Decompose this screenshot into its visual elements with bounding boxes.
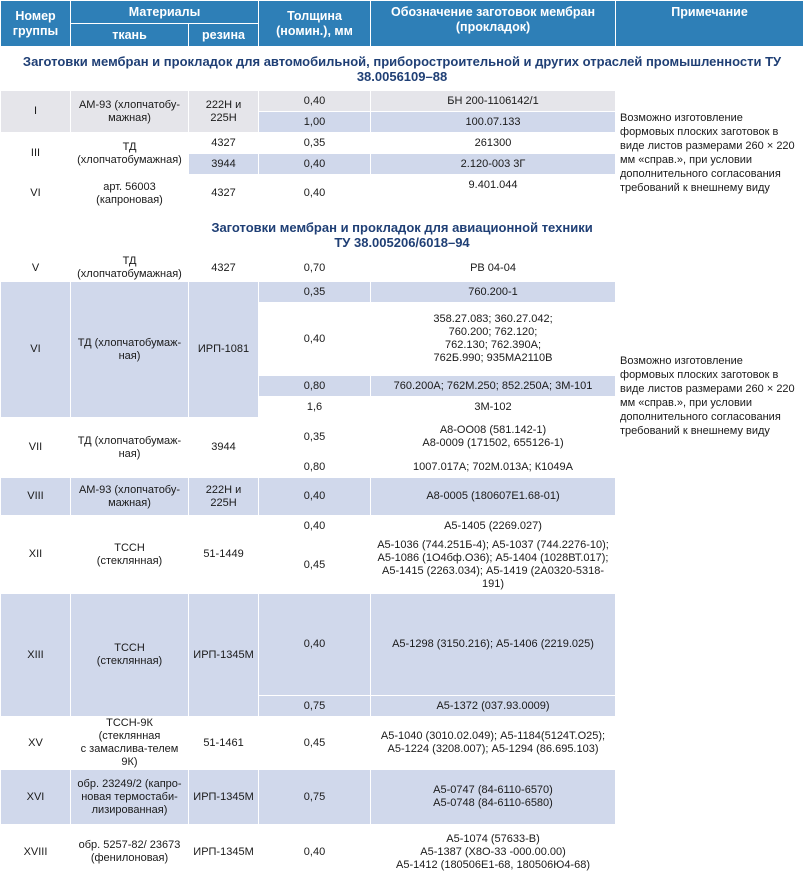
rubber-cell: ИРП-1081 — [189, 282, 259, 418]
fabric-cell: ТССН (стеклянная) — [71, 594, 189, 717]
header-designation: Обозначение заготовок мембран (прокладок) — [371, 1, 616, 47]
header-group-no: Номер группы — [1, 1, 71, 47]
fabric-cell: ТД (хлопчатобумаж- ная) — [71, 282, 189, 418]
fabric-cell: ТД (хлопчатобумажная) — [71, 133, 189, 175]
fabric-cell: обр. 5257-82/ 23673 (фенилоновая) — [71, 825, 189, 880]
thickness-cell: 0,75 — [259, 770, 371, 825]
group-number: III — [1, 133, 71, 175]
designation-cell: А5-1074 (57633-В) А5-1387 (Х8О-33 -000.00.00) А5-1412 (180506Е1-68, 180506Ю4-68) — [371, 825, 616, 880]
fabric-cell: ТССН-9К (стеклянная с замаслива-телем 9К) — [71, 717, 189, 770]
header-thickness: Толщина (номин.), мм — [259, 1, 371, 47]
designation-cell: 760.200-1 — [371, 282, 616, 303]
designation-cell: А5-1036 (744.251Б-4); А5-1037 (744.2276-10); А5-1086 (1О4бф.О36); А5-1404 (1028ВТ.017); А5-1415 (2263.034); А5-1419 (2А0320-5318-191) — [371, 537, 616, 594]
section-title-automotive: Заготовки мембран и прокладок для автомобильной, приборостроительной и других отраслей промышленности ТУ 38.0056109–88 — [1, 47, 803, 91]
designation-cell: 3М-102 — [371, 397, 616, 418]
designation-cell: А8-0005 (180607Е1.68-01) — [371, 478, 616, 516]
fabric-cell: АМ-93 (хлопчатобу- мажная) — [71, 91, 189, 133]
fabric-cell: ТССН (стеклянная) — [71, 516, 189, 594]
designation-cell: 1007.017А; 702М.013А; К1049А — [371, 457, 616, 478]
rubber-cell: ИРП-1345М — [189, 825, 259, 880]
group-number: V — [1, 255, 71, 282]
header-note: Примечание — [616, 1, 803, 47]
designation-cell: РВ 04-04 — [371, 255, 616, 282]
rubber-cell: 51-1449 — [189, 516, 259, 594]
designation-cell: БН 200-1106142/1 — [371, 91, 616, 112]
designation-cell: 760.200А; 762М.250; 852.250А; 3М-101 — [371, 376, 616, 397]
rubber-cell: 3944 — [189, 154, 259, 175]
group-number: VIII — [1, 478, 71, 516]
rubber-cell: 51-1461 — [189, 717, 259, 770]
thickness-cell: 0,35 — [259, 418, 371, 457]
rubber-cell: 4327 — [189, 133, 259, 154]
designation-cell: 261300 — [371, 133, 616, 154]
group-number: XII — [1, 516, 71, 594]
designation-cell: 9.401.044 — [371, 175, 616, 213]
designation-cell: А5-1372 (037.93.0009) — [371, 696, 616, 717]
fabric-cell: арт. 56003 (капроновая) — [71, 175, 189, 213]
thickness-cell: 0,40 — [259, 303, 371, 376]
group-number: VI — [1, 282, 71, 418]
header-rubber: резина — [189, 24, 259, 47]
note-cell: Возможно изготовление формовых плоских заготовок в виде листов размерами 260 × 220 мм «справ.», при условии дополнительного согласования требований к внешнему виду — [616, 91, 803, 215]
note-cell: Возможно изготовление формовых плоских заготовок в виде листов размерами 260 × 220 мм «справ.», при условии дополнительного согласования требований к внешнему виду — [616, 255, 803, 537]
rubber-cell: ИРП-1345М — [189, 770, 259, 825]
rubber-cell: 3944 — [189, 418, 259, 478]
designation-cell: А5-0747 (84-6110-6570) А5-0748 (84-6110-6580) — [371, 770, 616, 825]
group-number: VII — [1, 418, 71, 478]
group-number: I — [1, 91, 71, 133]
thickness-cell: 0,40 — [259, 594, 371, 696]
thickness-cell: 0,40 — [259, 154, 371, 175]
thickness-cell: 1,00 — [259, 112, 371, 133]
group-number: XVIII — [1, 825, 71, 880]
rubber-cell: 4327 — [189, 175, 259, 213]
header-fabric: ткань — [71, 24, 189, 47]
fabric-cell: ТД (хлопчатобумаж- ная) — [71, 418, 189, 478]
designation-cell: 358.27.083; 360.27.042; 760.200; 762.120; 762.130; 762.390А; 762Б.990; 935МА2110В — [371, 303, 616, 376]
designation-cell: А8-ОО08 (581.142-1) А8-0009 (171502, 655126-1) — [371, 418, 616, 457]
rubber-cell: 4327 — [189, 255, 259, 282]
fabric-cell: обр. 23249/2 (капро- новая термостаби- лизированная) — [71, 770, 189, 825]
group-number: XVI — [1, 770, 71, 825]
thickness-cell: 0,80 — [259, 376, 371, 397]
thickness-cell: 0,35 — [259, 133, 371, 154]
thickness-cell: 0,40 — [259, 478, 371, 516]
thickness-cell: 1,6 — [259, 397, 371, 418]
rubber-cell: 222Н и 225Н — [189, 478, 259, 516]
rubber-cell: ИРП-1345М — [189, 594, 259, 717]
thickness-cell: 0,40 — [259, 825, 371, 880]
group-number: VI — [1, 175, 71, 213]
thickness-cell: 0,70 — [259, 255, 371, 282]
designation-cell: А5-1405 (2269.027) — [371, 516, 616, 537]
thickness-cell: 0,45 — [259, 537, 371, 594]
thickness-cell: 0,35 — [259, 282, 371, 303]
group-number: XV — [1, 717, 71, 770]
thickness-cell: 0,75 — [259, 696, 371, 717]
thickness-cell: 0,80 — [259, 457, 371, 478]
section-title-aviation: Заготовки мембран и прокладок для авиационной техники ТУ 38.005206/6018–94 — [1, 215, 803, 255]
fabric-cell: ТД (хлопчатобумажная) — [71, 255, 189, 282]
thickness-cell: 0,45 — [259, 717, 371, 770]
fabric-cell: АМ-93 (хлопчатобу- мажная) — [71, 478, 189, 516]
thickness-cell: 0,40 — [259, 175, 371, 213]
group-number: XIII — [1, 594, 71, 717]
designation-cell: А5-1298 (3150.216); А5-1406 (2219.025) — [371, 594, 616, 696]
thickness-cell: 0,40 — [259, 91, 371, 112]
thickness-cell: 0,40 — [259, 516, 371, 537]
designation-cell: А5-1040 (3010.02.049); А5-1184(5124Т.О25); А5-1224 (3208.007); А5-1294 (86.695.103) — [371, 717, 616, 770]
rubber-cell: 222Н и 225Н — [189, 91, 259, 133]
designation-cell: 100.07.133 — [371, 112, 616, 133]
designation-cell: 2.120-003 3Г — [371, 154, 616, 175]
header-materials: Материалы — [71, 1, 259, 24]
